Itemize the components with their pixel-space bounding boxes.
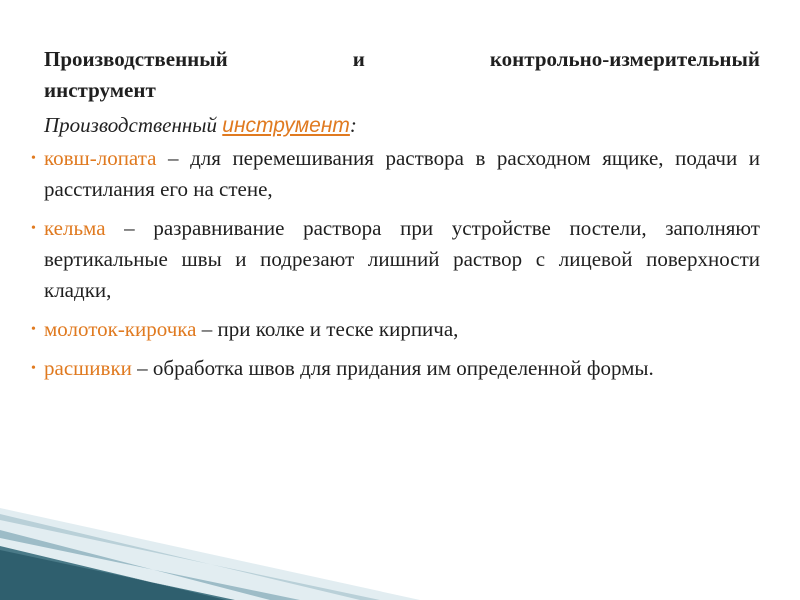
subtitle-suffix: : xyxy=(349,113,357,137)
swoosh-stripe-2 xyxy=(0,530,300,600)
bullet-icon: • xyxy=(31,151,36,166)
list-item xyxy=(31,213,760,306)
list-item xyxy=(31,143,760,205)
subtitle-prefix: Производственный xyxy=(44,113,223,137)
swoosh-stripe-1 xyxy=(0,514,380,600)
list-item-text: – для перемешивания раствора в расходном ящике, подачи и расстилания его на стене, xyxy=(44,146,760,201)
slide-title-line-2: инструмент xyxy=(44,78,156,102)
list-item-term: ковш-лопата xyxy=(44,146,157,170)
list-item-text: – обработка швов для придания им определенной формы. xyxy=(131,356,654,380)
list-item-term: молоток-кирочка xyxy=(44,317,197,341)
list-item-term: расшивки xyxy=(44,356,132,380)
bullet-icon: • xyxy=(31,322,36,337)
subtitle xyxy=(44,110,760,141)
slide-title xyxy=(44,44,760,106)
tool-list xyxy=(31,143,760,384)
swoosh-dark-edge xyxy=(0,546,235,600)
list-item-text: – при колке и теске кирпича, xyxy=(196,317,459,341)
slide-title-line-1: Производственный и контрольно-измерительный xyxy=(44,47,760,71)
swoosh-light xyxy=(0,508,420,600)
list-item-term: кельма xyxy=(44,216,106,240)
list-item xyxy=(31,314,760,345)
bullet-icon: • xyxy=(31,361,36,376)
list-item-text: – разравнивание раствора при устройстве постели, заполняют вертикальные швы и подрезают лишний раствор с лицевой поверхности кладки, xyxy=(44,216,760,302)
slide-content xyxy=(31,44,760,392)
list-item xyxy=(31,353,760,384)
subtitle-link[interactable]: инструмент xyxy=(222,114,350,137)
bullet-icon: • xyxy=(31,221,36,236)
swoosh-dark xyxy=(0,548,230,600)
